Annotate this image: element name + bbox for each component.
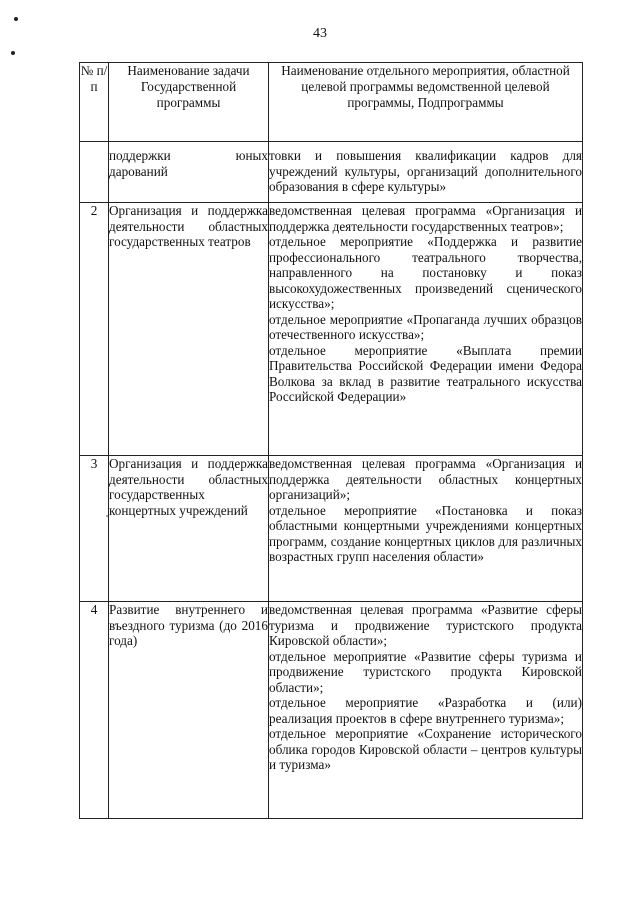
activity-item: ведомственная целевая программа «Развитие сферы туризма и продвижение туристского продукта Кировской области»; (269, 602, 582, 648)
activity-item: отдельное мероприятие «Сохранение исторического облика городов Кировской области – центров культуры и туризма» (269, 726, 582, 772)
activity-item: ведомственная целевая программа «Организация и поддержка деятельности областных концертных организаций»; (269, 456, 582, 502)
program-table (79, 62, 583, 819)
activity-item: отдельное мероприятие «Поддержка и развитие профессионального театрального творчества, направленного на постановку и показ высокохудожественных произведений сценического искусства»; (269, 234, 582, 311)
activity-item: отдельное мероприятие «Разработка и (или) реализация проектов в сфере внутреннего туризма»; (269, 695, 582, 726)
activities-cell (269, 456, 583, 602)
row-number: 4 (80, 602, 109, 819)
scan-speck (14, 17, 18, 21)
table-row (80, 602, 583, 819)
row-number (80, 142, 109, 203)
table-header-row (80, 63, 583, 142)
task-name: Организация и поддержка деятельности областных государственных театров (109, 203, 269, 456)
task-name: поддержки юных дарований (109, 142, 269, 203)
header-number: № п/п (80, 63, 109, 142)
table-row (80, 203, 583, 456)
table-row (80, 142, 583, 203)
header-task-name: Наименование задачи Государственной программы (109, 63, 269, 142)
activity-item: товки и повышения квалификации кадров для учреждений культуры, организаций дополнительного образования в сфере культуры» (269, 148, 582, 194)
row-number: 2 (80, 203, 109, 456)
task-name: Развитие внутреннего и въездного туризма (до 2016 года) (109, 602, 269, 819)
scan-speck (11, 51, 15, 55)
activity-item: отдельное мероприятие «Постановка и показ областными концертными учреждениями концертных программ, создание концертных циклов для различных возрастных групп населения области» (269, 502, 582, 564)
activity-item: ведомственная целевая программа «Организация и поддержка деятельности государственных театров»; (269, 203, 582, 234)
activities-cell (269, 602, 583, 819)
header-activity-name: Наименование отдельного мероприятия, областной целевой программы ведомственной целевой программы, Подпрограммы (269, 63, 583, 142)
activity-item: отдельное мероприятие «Развитие сферы туризма и продвижение туристского продукта Кировской области»; (269, 648, 582, 695)
table-row (80, 456, 583, 602)
page-number: 43 (313, 26, 327, 41)
activities-cell (269, 142, 583, 203)
activity-item: отдельное мероприятие «Выплата премии Правительства Российской Федерации имени Федора Волкова за вклад в развитие театрального искусства Российской Федерации» (269, 342, 582, 404)
row-number: 3 (80, 456, 109, 602)
task-name: Организация и поддержка деятельности областных государственных концертных учреждений (109, 456, 269, 602)
activity-item: отдельное мероприятие «Пропаганда лучших образцов отечественного искусства»; (269, 311, 582, 342)
activities-cell (269, 203, 583, 456)
